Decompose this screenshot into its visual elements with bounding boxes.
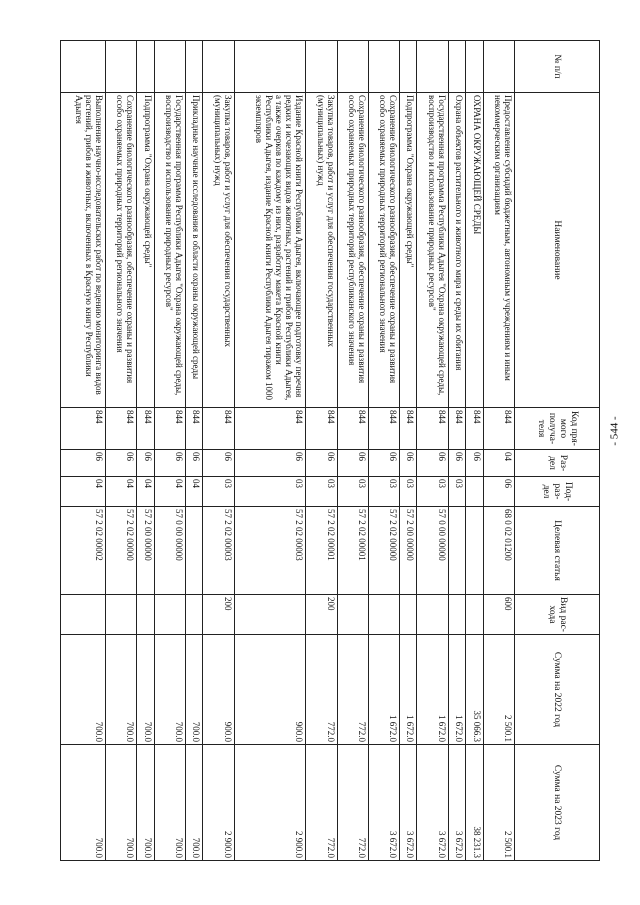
cell-target bbox=[185, 507, 203, 595]
cell-section: 06 bbox=[137, 450, 155, 477]
cell-sum-2022: 1 672.0 bbox=[448, 635, 466, 745]
cell-sum-2022: 700.0 bbox=[137, 635, 155, 745]
cell-subsection: 03 bbox=[234, 477, 306, 507]
table-row bbox=[483, 41, 514, 861]
cell-recipient: 844 bbox=[154, 408, 185, 450]
cell-section: 06 bbox=[337, 450, 368, 477]
cell-recipient: 844 bbox=[185, 408, 203, 450]
table-row bbox=[105, 41, 136, 861]
header-recipient: Код пря- мого получа- теля bbox=[515, 408, 600, 450]
cell-name: Государственная программа Республики Адыгея "Охрана окружающей среды, воспроизводство и использование природных ресурсов" bbox=[417, 93, 448, 408]
cell-expense bbox=[234, 595, 306, 635]
cell-recipient: 844 bbox=[203, 408, 234, 450]
cell-num bbox=[448, 41, 466, 93]
table-row bbox=[306, 41, 337, 861]
cell-name: Закупка товаров, работ и услуг для обеспечения государственных (муниципальных) нужд bbox=[203, 93, 234, 408]
cell-expense bbox=[466, 595, 484, 635]
cell-sum-2023: 2 500.1 bbox=[483, 745, 514, 861]
cell-section: 06 bbox=[466, 450, 484, 477]
cell-expense bbox=[337, 595, 368, 635]
cell-section: 06 bbox=[105, 450, 136, 477]
cell-target: 57 2 00 00000 bbox=[399, 507, 417, 595]
header-sum-2023: Сумма на 2023 год bbox=[515, 745, 600, 861]
cell-target: 57 2 02 00001 bbox=[337, 507, 368, 595]
header-section: Раз- дел bbox=[515, 450, 600, 477]
cell-expense: 600 bbox=[483, 595, 514, 635]
cell-target: 57 2 02 00003 bbox=[234, 507, 306, 595]
cell-sum-2022: 700.0 bbox=[154, 635, 185, 745]
cell-section: 06 bbox=[399, 450, 417, 477]
cell-subsection: 03 bbox=[306, 477, 337, 507]
table-row bbox=[448, 41, 466, 861]
cell-target: 68 0 02 01200 bbox=[483, 507, 514, 595]
cell-sum-2023: 2 900.0 bbox=[203, 745, 234, 861]
cell-subsection: 04 bbox=[185, 477, 203, 507]
cell-sum-2022: 772.0 bbox=[306, 635, 337, 745]
cell-subsection: 04 bbox=[154, 477, 185, 507]
cell-name: Государственная программа Республики Адыгея "Охрана окружающей среды, воспроизводство и использование природных ресурсов" bbox=[154, 93, 185, 408]
cell-target: 57 2 00 00000 bbox=[137, 507, 155, 595]
cell-target: 57 0 00 00000 bbox=[154, 507, 185, 595]
cell-expense bbox=[61, 595, 106, 635]
cell-subsection: 03 bbox=[368, 477, 399, 507]
cell-name: Охрана объектов растительного и животного мира и среды их обитания bbox=[448, 93, 466, 408]
cell-section: 06 bbox=[417, 450, 448, 477]
cell-sum-2023: 3 672.0 bbox=[417, 745, 448, 861]
cell-sum-2022: 700.0 bbox=[105, 635, 136, 745]
budget-table-wrapper bbox=[60, 40, 600, 860]
cell-sum-2022: 2 500.1 bbox=[483, 635, 514, 745]
cell-section: 06 bbox=[368, 450, 399, 477]
header-target: Целевая статья bbox=[515, 507, 600, 595]
cell-sum-2023: 700.0 bbox=[154, 745, 185, 861]
cell-sum-2023: 700.0 bbox=[105, 745, 136, 861]
cell-num bbox=[306, 41, 337, 93]
header-name: Наименование bbox=[515, 93, 600, 408]
cell-num bbox=[466, 41, 484, 93]
cell-expense bbox=[417, 595, 448, 635]
table-row bbox=[466, 41, 484, 861]
cell-section: 06 bbox=[185, 450, 203, 477]
cell-name: Прикладные научные исследования в области охраны окружающей среды bbox=[185, 93, 203, 408]
cell-sum-2022: 772.0 bbox=[337, 635, 368, 745]
cell-subsection: 04 bbox=[105, 477, 136, 507]
cell-target: 57 2 02 00001 bbox=[306, 507, 337, 595]
table-row bbox=[154, 41, 185, 861]
cell-name: Сохранение биологического разнообразия, обеспечение охраны и развития особо охраняемых природных территорий регионального значения bbox=[105, 93, 136, 408]
header-expense: Вид рас- хода bbox=[515, 595, 600, 635]
cell-subsection: 03 bbox=[448, 477, 466, 507]
cell-num bbox=[417, 41, 448, 93]
cell-sum-2023: 2 900.0 bbox=[234, 745, 306, 861]
cell-sum-2023: 700.0 bbox=[185, 745, 203, 861]
table-row bbox=[137, 41, 155, 861]
cell-sum-2023: 700.0 bbox=[137, 745, 155, 861]
cell-num bbox=[137, 41, 155, 93]
cell-name: Издание Красной книги Республики Адыгея, включающее подготовку перечня редких и исчезающих видов животных, растений и грибов Республики Адыгея, а также очерков по каждому из них, разработку макета Красной книги Республики Адыгея, издание Красной книги Республики Адыгея тиражом 1000 экземпляров bbox=[234, 93, 306, 408]
cell-subsection: 03 bbox=[337, 477, 368, 507]
cell-expense bbox=[137, 595, 155, 635]
cell-subsection: 03 bbox=[399, 477, 417, 507]
cell-recipient: 844 bbox=[448, 408, 466, 450]
cell-num bbox=[483, 41, 514, 93]
cell-sum-2023: 772.0 bbox=[337, 745, 368, 861]
cell-recipient: 844 bbox=[105, 408, 136, 450]
cell-expense bbox=[448, 595, 466, 635]
cell-subsection: 06 bbox=[483, 477, 514, 507]
cell-sum-2023: 38 231.3 bbox=[466, 745, 484, 861]
cell-section: 06 bbox=[154, 450, 185, 477]
cell-sum-2023: 772.0 bbox=[306, 745, 337, 861]
cell-sum-2022: 700.0 bbox=[185, 635, 203, 745]
cell-subsection bbox=[466, 477, 484, 507]
table-row bbox=[234, 41, 306, 861]
header-num: № п/п bbox=[515, 41, 600, 93]
cell-sum-2022: 700.0 bbox=[61, 635, 106, 745]
table-row bbox=[185, 41, 203, 861]
cell-expense bbox=[399, 595, 417, 635]
cell-recipient: 844 bbox=[137, 408, 155, 450]
table-row bbox=[337, 41, 368, 861]
cell-name: ОХРАНА ОКРУЖАЮЩЕЙ СРЕДЫ bbox=[466, 93, 484, 408]
cell-name: Сохранение биологического разнообразия, обеспечение охраны и развития особо охраняемых природных территорий республиканского значения bbox=[337, 93, 368, 408]
cell-subsection: 04 bbox=[137, 477, 155, 507]
cell-recipient: 844 bbox=[466, 408, 484, 450]
cell-sum-2022: 35 066.3 bbox=[466, 635, 484, 745]
cell-sum-2022: 900.0 bbox=[234, 635, 306, 745]
table-row bbox=[417, 41, 448, 861]
cell-target bbox=[448, 507, 466, 595]
cell-section: 06 bbox=[306, 450, 337, 477]
cell-recipient: 844 bbox=[417, 408, 448, 450]
cell-sum-2022: 1 672.0 bbox=[417, 635, 448, 745]
cell-num bbox=[234, 41, 306, 93]
cell-sum-2022: 1 672.0 bbox=[399, 635, 417, 745]
cell-num bbox=[399, 41, 417, 93]
cell-num bbox=[105, 41, 136, 93]
cell-target: 57 0 00 00000 bbox=[417, 507, 448, 595]
cell-section: 06 bbox=[234, 450, 306, 477]
cell-sum-2023: 3 672.0 bbox=[399, 745, 417, 861]
cell-num bbox=[368, 41, 399, 93]
cell-name: Предоставление субсидий бюджетным, автономным учреждениям и иным некоммерческим организациям bbox=[483, 93, 514, 408]
cell-num bbox=[61, 41, 106, 93]
table-row bbox=[61, 41, 106, 861]
cell-sum-2022: 1 672.0 bbox=[368, 635, 399, 745]
cell-num bbox=[337, 41, 368, 93]
cell-section: 06 bbox=[203, 450, 234, 477]
cell-section: 06 bbox=[61, 450, 106, 477]
cell-target: 57 2 02 00000 bbox=[105, 507, 136, 595]
cell-recipient: 844 bbox=[368, 408, 399, 450]
cell-num bbox=[154, 41, 185, 93]
cell-recipient: 844 bbox=[61, 408, 106, 450]
cell-recipient: 844 bbox=[399, 408, 417, 450]
cell-sum-2022: 900.0 bbox=[203, 635, 234, 745]
cell-section: 04 bbox=[483, 450, 514, 477]
cell-name: Выполнение научно-исследовательских работ по ведению мониторинга видов растений, грибов и животных, включенных в Красную книгу Республики Адыгея bbox=[61, 93, 106, 408]
cell-expense bbox=[105, 595, 136, 635]
header-sum-2022: Сумма на 2022 год bbox=[515, 635, 600, 745]
cell-num bbox=[203, 41, 234, 93]
cell-target: 57 2 02 00000 bbox=[368, 507, 399, 595]
cell-recipient: 844 bbox=[306, 408, 337, 450]
cell-expense bbox=[185, 595, 203, 635]
cell-name: Закупка товаров, работ и услуг для обеспечения государственных (муниципальных) нужд bbox=[306, 93, 337, 408]
cell-recipient: 844 bbox=[483, 408, 514, 450]
table-row bbox=[368, 41, 399, 861]
cell-expense bbox=[368, 595, 399, 635]
cell-target: 57 2 02 00003 bbox=[203, 507, 234, 595]
header-row bbox=[515, 41, 600, 861]
cell-section: 06 bbox=[448, 450, 466, 477]
cell-subsection: 03 bbox=[417, 477, 448, 507]
budget-table bbox=[60, 40, 600, 861]
cell-expense bbox=[154, 595, 185, 635]
table-row bbox=[399, 41, 417, 861]
cell-target bbox=[466, 507, 484, 595]
cell-name: Сохранение биологического разнообразия, обеспечение охраны и развития особо охраняемых природных территорий регионального значения bbox=[368, 93, 399, 408]
header-subsection: Под- раз- дел bbox=[515, 477, 600, 507]
cell-expense: 200 bbox=[306, 595, 337, 635]
cell-expense: 200 bbox=[203, 595, 234, 635]
cell-name: Подпрограмма "Охрана окружающей среды" bbox=[137, 93, 155, 408]
cell-sum-2023: 700.0 bbox=[61, 745, 106, 861]
cell-sum-2023: 3 672.0 bbox=[368, 745, 399, 861]
cell-recipient: 844 bbox=[234, 408, 306, 450]
cell-subsection: 04 bbox=[61, 477, 106, 507]
cell-recipient: 844 bbox=[337, 408, 368, 450]
cell-target: 57 2 02 00002 bbox=[61, 507, 106, 595]
table-row bbox=[203, 41, 234, 861]
cell-sum-2023: 3 672.0 bbox=[448, 745, 466, 861]
cell-name: Подпрограмма "Охрана окружающей среды" bbox=[399, 93, 417, 408]
page-number: - 544 - bbox=[608, 416, 621, 446]
cell-num bbox=[185, 41, 203, 93]
cell-subsection: 03 bbox=[203, 477, 234, 507]
